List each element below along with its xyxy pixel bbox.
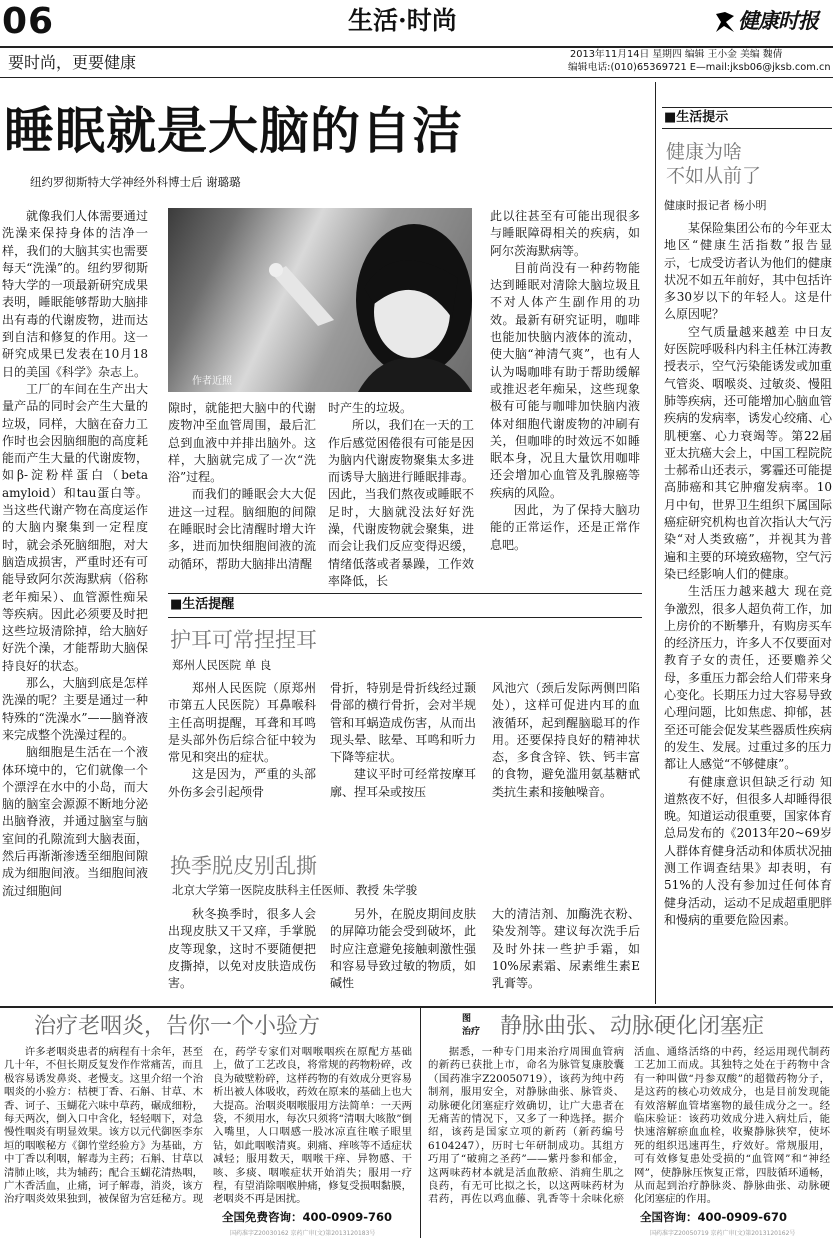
masthead-name: 健康时报 <box>738 8 818 33</box>
paragraph: 据悉，一种专门用来治疗周围血管病的新药已获批上市，命名为脉管复康胶囊（国药准字Z20050719），该药为纯中药制剂，服用安全，对静脉曲张、脉管炎、动脉硬化闭塞症疗效确切，让广大患者在无痛苦的情况下，又多了一种选择。据介绍，该药是国家立项的新药（新药编号6104247），历时七年研制成功。其组方巧用了“破痈之圣药”——紫丹参和郁金，这两味药材本就是活血散瘀、消痈生肌之良药，有无可比拟之长，以这两味药材为君药，再佐以鸡血藤、乳香等十余味化瘀活血、通络活络的中药，经运用现代制药工艺加工而成。其独特之处在于药物中含有一种叫做“丹参双酸”的超微药物分子，是这药的核心功效成分，也是目前发现能有效溶解血管堵塞物的最佳成分之一。经临床验证：该药功效成分进入病灶后，能快速溶解瘀血血栓，收聚静脉狭窄，使坏死的组织迅速再生，疗效好。常规服用，可有效修复患处受损的“血管网”和“神经网”，使静脉压恢复正常，四肢循环通畅，从而起到治疗静脉炎、静脉曲张、动脉硬化闭塞症的作用。 <box>428 1046 830 1206</box>
paragraph: 某保险集团公布的今年亚太地区“健康生活指数”报告显示，七成受访者认为他们的健康状况不如五年前好，其中包括许多30岁以下的年轻人。这是什么原因呢？ <box>664 221 832 322</box>
ad-left-title: 治疗老咽炎，告你一个小验方 <box>34 1014 321 1039</box>
main-column-3 <box>328 400 474 590</box>
skin-column-1 <box>168 906 316 996</box>
square-bullet-icon: ■ <box>664 110 677 125</box>
ad-left-approval: 国药准字Z20030162 京药广审(文)第2013120183号 <box>230 1230 376 1237</box>
paragraph: 骨折，特别是骨折线经过颞骨部的横行骨折，会对半规管和耳蜗造成伤害，从而出现头晕、眩晕、耳鸣和听力下降等症状。 <box>330 681 476 765</box>
ad-right-label-1: 图 <box>462 1014 472 1024</box>
sidebar-author: 健康时报记者 杨小明 <box>664 199 767 212</box>
paragraph: 时产生的垃圾。 <box>328 401 413 415</box>
paragraph: 郑州人民医院（原郑州市第五人民医院）耳鼻喉科主任高明提醒，耳聋和耳鸣是头部外伤后综合征中较为常见和突出的症状。 <box>168 681 316 765</box>
ad-right-title: 静脉曲张、动脉硬化闭塞症 <box>500 1014 765 1039</box>
ads-top-rule <box>0 1006 833 1008</box>
header-rule-2 <box>0 77 833 78</box>
paragraph: 建议平时可经常按摩耳廓、捏耳朵或按压 <box>330 767 476 799</box>
sidebar-rule <box>662 107 832 108</box>
paragraph: 而我们的睡眠会大大促进这一过程。脑细胞的间隙在睡眠时会比清醒时增大许多，进而加快细胞间液的流动循环，帮助大脑排出清醒 <box>168 487 316 571</box>
ad-left-body <box>4 1046 412 1208</box>
ear-column-3 <box>492 680 640 840</box>
sidebar-rule <box>662 128 832 129</box>
masthead-logo <box>714 8 830 36</box>
logo-icon <box>714 10 736 34</box>
ear-column-1 <box>168 680 316 840</box>
sidebar-section-label: ■生活提示 <box>664 110 729 125</box>
paragraph: 有健康意识但缺乏行动 知道熬夜不好，但很多人却睡得很晚。知道运动很重要，国家体育总局发布的《2013年20~69岁人群体育健身活动和体质状况抽测工作调查结果》却表明，有51%的人没有参加过任何体育健身活动，运动不足成超重肥胖和慢病的重要危险因素。 <box>664 774 832 927</box>
skin-author: 北京大学第一医院皮肤科主任医师、教授 朱学骏 <box>172 883 418 897</box>
ear-author: 郑州人民医院 单 良 <box>172 658 272 672</box>
ad-right-body <box>428 1046 830 1208</box>
section-label-reminder: ■生活提醒 <box>170 597 235 612</box>
paragraph: 那么，大脑到底是怎样洗澡的呢？主要是通过一种特殊的“洗澡水”——脑脊液来完成整个洗澡过程的。 <box>2 676 148 742</box>
paragraph: 空气质量越来越差 中日友好医院呼吸科内科主任林江涛教授表示，空气污染能诱发或加重气管炎、咽喉炎、过敏炎、慢阻肺等疾病，还可能增加心脑血管疾病的发病率，诱发心绞痛、心肌梗塞、心力衰竭等。第22届亚太抗癌大会上，中国工程院院士郝希山还表示，雾霾还可能提高肺癌和其它肿瘤发病率。10月中旬，世界卫生组织下属国际癌症研究机构也首次指认大气污染“对人类致癌”，并视其为普遍和主要的环境致癌物，空气污染已经影响人们的健康。 <box>664 324 832 581</box>
paragraph: 这是因为，严重的头部外伤多会引起颅骨 <box>168 767 316 799</box>
ear-column-2 <box>330 680 476 840</box>
photo-caption: 作者近照 <box>192 376 232 387</box>
paragraph: 许多老咽炎患者的病程有十余年，甚至几十年，不但长期反复发作作常痛苦，而且极容易诱发鼻炎、老慢支。这里介绍一个治咽炎的小验方：桔梗丁香、石斛、甘草、木香、诃子、玉蝴花六味中草药，碾成细粉，每天两次，倒入口中含化，轻轻咽下，对急慢性咽炎有明显效果。该方以元代御医李东垣的咽喉秘方《御竹堂经验方》为基础，方中丁香以利咽，解毒为主药；石斛、甘草以清肺止咳，共为辅药；配合玉蝴花清热咽，广木香活血，止痛，诃子解毒，消炎，该方治疗咽炎效果独到，被保留为宫廷秘方。现在，药学专家们对咽喉咽疾在原配方基础上，做了工艺改良，将常规的药物粉碎，改良为破壁粉碎，这样药物的有效成分更容易析出被人体吸收，药效在原来的基础上也大大提高。治咽炎咽喉服用方法简单：一天两袋，不须用水，每次只须将“清咽大咳散”倒入嘴里，人口咽感一股冰凉直往喉子眼里钻，如此咽喉清爽。刺痛、痒咳等不适症状减轻；服用数天，咽喉干痒、异物感、干咳、多痰、咽喉症状开始消失；服用一疗程，有望消除咽喉肿痛，修复受损咽黏膜，老咽炎不再是困扰。 <box>4 1046 412 1206</box>
sidebar-title-1: 健康为啥 <box>666 141 743 163</box>
sidebar-title-2: 不如从前了 <box>666 165 762 187</box>
paragraph: 工厂的车间在生产出大量产品的同时会产生大量的垃圾，同样，大脑在奋力工作时也会因脑细胞的高度耗能而产生大量的代谢废物，如β-淀粉样蛋白（beta amyloid）和tau蛋白等。当这些代谢产物在高度运作的大脑内聚集到一定程度时，就会杀死脑细胞，对大脑造成损害，严重时还有可能导致阿尔茨海默病（俗称老年痴呆）、血管源性痴呆等疾病。因此必须要及时把这些垃圾清除掉，给大脑好好洗个澡，才能帮助大脑保持良好的状态。 <box>2 381 148 673</box>
page-number: 06 <box>2 1 55 42</box>
ear-title: 护耳可常捏捏耳 <box>170 628 317 652</box>
paragraph: 隙时，就能把大脑中的代谢废物冲至血管周围，最后汇总到血液中并排出脑外。这样，大脑就完成了一次“洗浴”过程。 <box>168 401 316 485</box>
main-column-4 <box>490 208 640 590</box>
skin-title: 换季脱皮别乱撕 <box>170 854 317 878</box>
paragraph: 秋冬换季时，很多人会出现皮肤又干又痒，手掌脱皮等现象，这时不要随便把皮撕掉，以免对皮肤造成伤害。 <box>168 907 316 991</box>
skin-column-2 <box>330 906 476 996</box>
paragraph: 目前尚没有一种药物能达到睡眠对清除大脑垃圾且不对人体产生副作用的功效。最新有研究证明，咖啡也能加快脑内液体的流动，使大脑“神清气爽”，也有人认为喝咖啡有助于帮助缓解或推迟老年痴呆，这些现象极有可能与咖啡加快脑内液体对细胞代谢废物的冲刷有关，但咖啡的时效远不如睡眠本身，况且大量饮用咖啡还会增加心血管及乳腺癌等疾病的风险。 <box>490 260 640 500</box>
date-line: 2013年11月14日 星期四 编辑 王小金 美编 魏倩 <box>570 49 783 60</box>
square-bullet-icon: ■ <box>170 597 183 612</box>
section-rule <box>168 617 642 618</box>
section-rule <box>168 593 642 594</box>
slogan: 要时尚，更要健康 <box>8 53 137 72</box>
paragraph: 所以，我们在一天的工作后感觉困倦很有可能是因为脑内代谢废物聚集太多进而诱导大脑进行睡眠排毒。因此，当我们熬夜或睡眠不足时，大脑就没法好好洗澡，代谢废物就会聚集，进而会让我们反应变得迟缓，情绪低落或者暴躁，工作效率降低，长 <box>328 418 474 588</box>
paragraph: 另外，在脱皮期间皮肤的屏障功能会受到破坏，此时应注意避免接触刺激性强和容易导致过敏的物质，如碱性 <box>330 907 476 991</box>
contact-line: 编辑电话:(010)65369721 E—mail:jksb06@jksb.com.cn <box>568 62 831 73</box>
main-title: 睡眠就是大脑的自洁 <box>4 101 463 160</box>
ads-divider <box>420 1008 421 1238</box>
main-column-1 <box>2 208 148 973</box>
author-photo <box>168 208 472 392</box>
ad-right-approval: 国药准字Z20050719 京药广审(文)第2013120162号 <box>650 1230 796 1237</box>
main-column-2 <box>168 400 316 590</box>
paragraph: 生活压力越来越大 现在竞争激烈，很多人超负荷工作，加上房价的不断攀升，有购房买车的经济压力，许多人不仅要面对教育子女的责任，还要赡养父母，多重压力都会给人们带来身心变化。长期压力过大容易导致心理问题，比如焦虑、抑郁，甚至还可能会促发某些器质性疾病的发生、发展。过重过多的压力都让人感觉“不够健康”。 <box>664 584 832 772</box>
sidebar-body <box>664 220 832 1004</box>
ad-right-hotline: 全国咨询：400-0909-670 <box>640 1210 788 1224</box>
ad-left-hotline: 全国免费咨询：400-0909-760 <box>222 1210 393 1224</box>
main-byline: 纽约罗彻斯特大学神经外科博士后 谢璐璐 <box>30 175 241 189</box>
paragraph: 此以往甚至有可能出现很多与睡眠障碍相关的疾病，如阿尔茨海默病等。 <box>490 209 640 258</box>
ad-right-label-2: 治疗 <box>462 1027 481 1037</box>
portrait-illustration <box>168 208 472 392</box>
section-title: 生活·时尚 <box>348 6 457 35</box>
skin-column-3 <box>492 906 640 996</box>
paragraph: 因此，为了保持大脑功能的正常运作，还是正常作息吧。 <box>490 503 640 552</box>
sidebar-divider <box>655 82 656 1004</box>
paragraph: 就像我们人体需要通过洗澡来保持身体的洁净一样，我们的大脑其实也需要每天“洗澡”的。纽约罗彻斯特大学的一项最新研究成果表明，睡眠能够帮助大脑排出有毒的代谢废物，进而达到自洁和修复的作用。这一研究成果已发表在10月18日的美国《科学》杂志上。 <box>2 209 148 379</box>
paragraph: 脑细胞是生活在一个液体环境中的，它们就像一个个漂浮在水中的小岛，而大脑的脑室会源源不断地分泌出脑脊液，并通过脑室与脑室间的孔隙流到大脑表面，然后再渐渐渗透至细胞间隙成为细胞间液。当细胞间液流过细胞间 <box>2 745 148 898</box>
paragraph: 大的清洁剂、加酶洗衣粉、染发剂等。建议每次洗手后及时外抹一些护手霜，如10%尿素霜、尿素维生素E乳膏等。 <box>492 907 640 991</box>
paragraph: 风池穴（颈后发际两侧凹陷处），这样可促进内耳的血液循环，起到醒脑聪耳的作用。还要保持良好的精神状态，多食含锌、铁、钙丰富的食物，避免滥用氨基糖甙类抗生素和接触噪音。 <box>492 681 640 799</box>
